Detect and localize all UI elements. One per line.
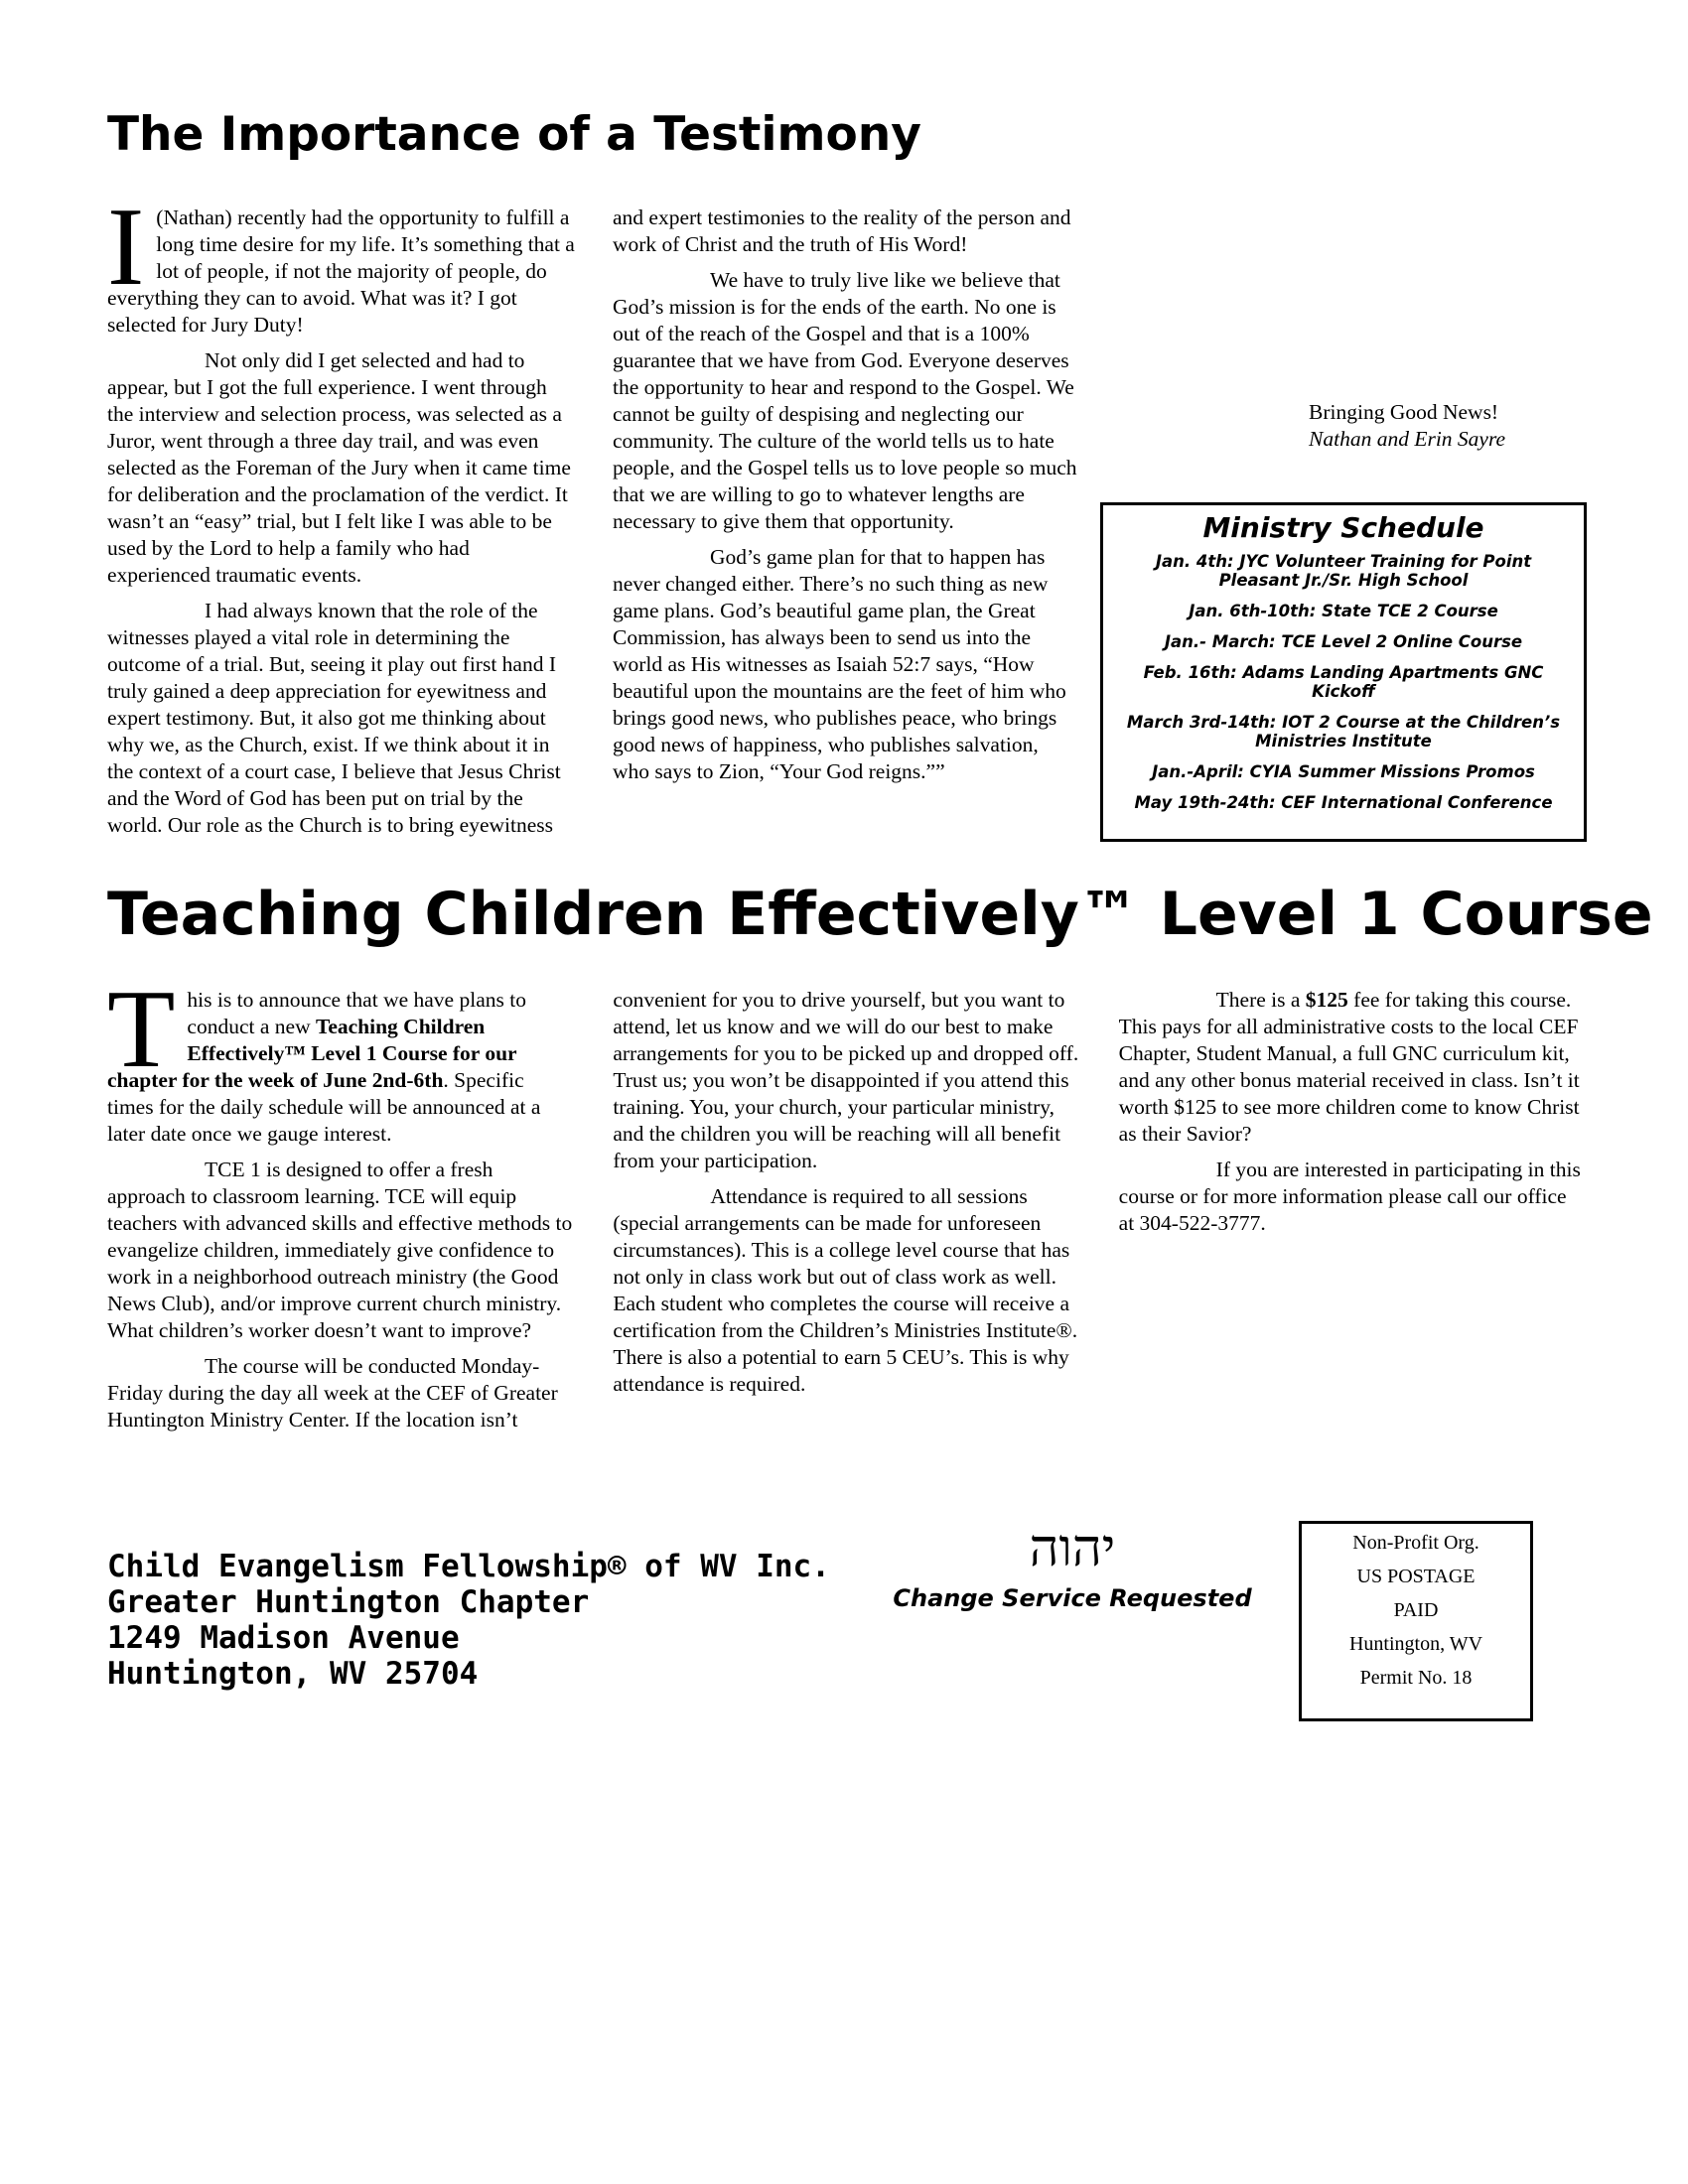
closing-line: Bringing Good News!: [1309, 400, 1499, 424]
street-address: 1249 Madison Avenue: [107, 1620, 460, 1656]
schedule-item: March 3rd-14th: IOT 2 Course at the Children’s Ministries Institute: [1126, 713, 1561, 751]
hebrew-name: יהוה: [1029, 1519, 1116, 1578]
tce-paragraph-5: There is a $125 fee for taking this course. This pays for all administrative costs to the local CEF Chapter, Student Manual, a full GNC curriculum kit, and any other bonus material received in class. Isn’t it worth $125 to see more children come to know Christ as their Savior?: [1118, 988, 1580, 1146]
ministry-schedule-box: [1100, 502, 1587, 842]
testimony-paragraph-2: Not only did I get selected and had to appear, but I got the full experience. I went through the interview and selection process, was selected as a Juror, went through a three day trail, and was even selected as the Foreman of the Jury when it came time for deliberation and the proclamation of the verdict. It wasn’t an “easy” trial, but I felt like I was able to be used by the Lord to help a family who had experienced traumatic events.: [107, 348, 571, 587]
schedule-item: Jan.- March: TCE Level 2 Online Course: [1164, 632, 1523, 651]
testimony-title: The Importance of a Testimony: [107, 107, 921, 162]
tce-paragraph-1: This is to announce that we have plans to conduct a new Teaching Children Effectively™ Level 1 Course for our chapter for the week of June 2nd-6th. Specific times for the daily schedule will be announced at a later date once we gauge interest.: [107, 968, 541, 1146]
permit-line: PAID: [1393, 1599, 1439, 1621]
tce-paragraph-2: TCE 1 is designed to offer a fresh approach to classroom learning. TCE will equip teachers with advanced skills and effective methods to evangelize children, immediately give confidence to work in a neighborhood outreach ministry (the Good News Club), and/or improve current church ministry. What children’s worker doesn’t want to improve?: [107, 1158, 573, 1342]
return-address: [107, 1549, 830, 1692]
tce-paragraph-6: If you are interested in participating in this course or for more information please call our office at 304-522-3777.: [1118, 1158, 1581, 1235]
schedule-item: Jan. 4th: JYC Volunteer Training for Point Pleasant Jr./Sr. High School: [1155, 552, 1532, 590]
schedule-item: Feb. 16th: Adams Landing Apartments GNC Kickoff: [1143, 663, 1544, 701]
tce-paragraph-4: Attendance is required to all sessions (special arrangements can be made for unforeseen circumstances). This is a college level course that has not only in class work but out of class work as well. Each student who completes the course will receive a certification from the Children’s Ministries Institute®. There is also a potential to earn 5 CEU’s. This is why attendance is required.: [613, 1184, 1078, 1396]
schedule-item: Jan.-April: CYIA Summer Missions Promos: [1152, 762, 1535, 781]
permit-line: Huntington, WV: [1348, 1633, 1483, 1655]
tce-body: [107, 968, 1587, 1443]
ministry-schedule-title: Ministry Schedule: [1202, 511, 1484, 544]
org-name: Child Evangelism Fellowship® of WV Inc.: [107, 1549, 830, 1584]
signature: Nathan and Erin Sayre: [1309, 427, 1506, 451]
testimony-body: [107, 186, 1080, 840]
permit-line: Non-Profit Org.: [1352, 1532, 1479, 1554]
tce-paragraph-3: The course will be conducted Monday-Friday during the day all week at the CEF of Greater Huntington Ministry Center. If the location isn’t convenient for you to drive yourself, but you want to attend, let us know and we will do our best to make arrangements for you to be picked up and dropped off. Trust us; you won’t be disappointed if you attend this training. You, your church, your particular ministry, and the children you will be reaching will all benefit from your participation.: [107, 988, 1079, 1432]
testimony-paragraph-5: God’s game plan for that to happen has never changed either. There’s no such thing as new game plans. God’s beautiful game plan, the Great Commission, has always been to send us into the world as His witnesses as Isaiah 52:7 says, “How beautiful upon the mountains are the feet of him who brings good news, who publishes peace, who brings good news of happiness, who publishes salvation, who says to Zion, “Your God reigns.””: [613, 545, 1066, 783]
testimony-signoff: [1110, 399, 1545, 453]
change-service-requested: Change Service Requested: [893, 1584, 1252, 1612]
testimony-paragraph-4: We have to truly live like we believe that God’s mission is for the ends of the earth. No one is out of the reach of the Gospel and that is a 100% guarantee that we have from God. Everyone deserves the opportunity to hear and respond to the Gospel. We cannot be guilty of despising and neglecting our community. The culture of the world tells us to hate people, and the Gospel tells us to love people so much that we are willing to go to whatever lengths are necessary to give them that opportunity.: [613, 268, 1077, 533]
schedule-item: Jan. 6th-10th: State TCE 2 Course: [1189, 602, 1498, 620]
schedule-item: May 19th-24th: CEF International Conference: [1134, 793, 1553, 812]
postage-permit-box: [1299, 1521, 1533, 1721]
ministry-schedule-list: [1103, 552, 1584, 812]
chapter-name: Greater Huntington Chapter: [107, 1584, 590, 1620]
permit-line: US POSTAGE: [1356, 1566, 1476, 1587]
testimony-paragraph-1: I (Nathan) recently had the opportunity to fulfill a long time desire for my life. It’s something that a lot of people, if not the majority of people, do everything they can to avoid. What was it? I got selected for Jury Duty!: [107, 186, 575, 337]
testimony-paragraph-3: I had always known that the role of the witnesses played a vital role in determining the outcome of a trial. But, seeing it play out first hand I truly gained a deep appreciation for eyewitness and expert testimony. But, it also got me thinking about why we, as the Church, exist. If we think about it in the context of a court case, I believe that Jesus Christ and the Word of God has been put on trial by the world. Our role as the Church is to bring eyewitness and expert testimonies to the reality of the person and work of Christ and the truth of His Word!: [107, 205, 1071, 837]
permit-line: Permit No. 18: [1359, 1667, 1473, 1689]
tce-title: Teaching Children Effectively™ Level 1 Course: [107, 880, 1653, 949]
city-state-zip: Huntington, WV 25704: [107, 1656, 479, 1692]
testimony-drop-cap: I: [107, 186, 145, 309]
tce-drop-cap: T: [107, 968, 176, 1091]
